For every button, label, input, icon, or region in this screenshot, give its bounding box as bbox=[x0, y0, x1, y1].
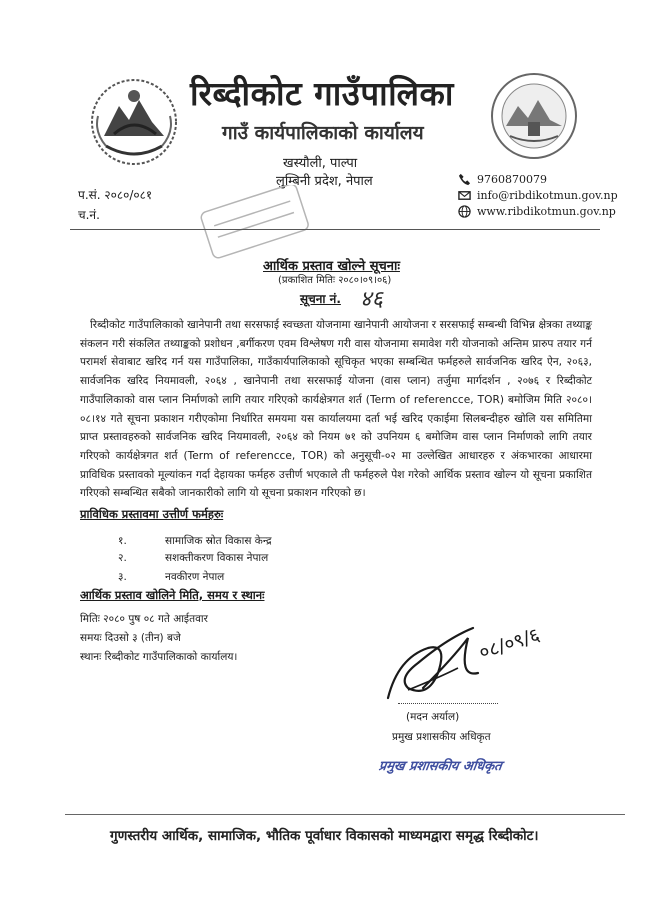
firm-number: २. bbox=[118, 552, 127, 564]
globe-icon bbox=[458, 205, 471, 218]
firm-name: सामाजिक स्रोत विकास केन्द्र bbox=[165, 535, 272, 547]
opening-place: स्थानः रिब्दीकोट गाउँपालिकाको कार्यालय। bbox=[80, 651, 238, 663]
registration-stamp-icon bbox=[195, 185, 315, 260]
notice-number-label: सूचना नं. bbox=[300, 292, 341, 306]
signatory-name: (मदन अर्याल) bbox=[406, 711, 460, 723]
footer-divider bbox=[65, 814, 625, 815]
signature-line bbox=[398, 703, 498, 704]
firm-name: सशक्तीकरण विकास नेपाल bbox=[165, 552, 269, 564]
email-address[interactable]: info@ribdikotmun.gov.np bbox=[477, 189, 618, 202]
website-link[interactable]: www.ribdikotmun.gov.np bbox=[477, 205, 616, 218]
contact-phone bbox=[458, 173, 547, 186]
signatory-title: प्रमुख प्रशासकीय अधिकृत bbox=[392, 731, 491, 743]
footer-slogan: गुणस्तरीय आर्थिक, सामाजिक, भौतिक पूर्वाधार विकासको माध्यमद्वारा समृद्ध रिब्दीकोट। bbox=[110, 828, 539, 844]
government-emblem-icon bbox=[84, 76, 184, 168]
phone-number: 9760870079 bbox=[477, 173, 547, 186]
handwritten-signature bbox=[378, 618, 568, 708]
address-line-1: खस्यौली, पाल्पा bbox=[283, 156, 358, 171]
firm-name: नवकीरण नेपाल bbox=[165, 571, 225, 583]
letter-number: प.सं. २०८०/०८१ bbox=[78, 188, 153, 202]
published-date: (प्रकाशित मितिः २०८०।०९।०६) bbox=[278, 275, 392, 286]
contact-website bbox=[458, 205, 616, 218]
header-divider bbox=[70, 229, 600, 230]
address-line-2: लुम्बिनी प्रदेश, नेपाल bbox=[276, 174, 373, 189]
organization-name: रिब्दीकोट गाउँपालिका bbox=[190, 74, 454, 113]
phone-icon bbox=[458, 173, 471, 186]
office-name: गाउँ कार्यपालिकाको कार्यालय bbox=[222, 122, 424, 144]
opening-schedule-heading: आर्थिक प्रस्ताव खोलिने मिति, समय र स्थानः bbox=[80, 588, 265, 602]
municipality-logo-icon bbox=[488, 70, 580, 162]
handwritten-date: ०८/०९/६ bbox=[476, 623, 543, 665]
notice-number-value: ४६ bbox=[360, 287, 383, 312]
notice-title: आर्थिक प्रस्ताव खोल्ने सूचनाः bbox=[263, 259, 400, 274]
qualified-firms-heading: प्राविधिक प्रस्तावमा उत्तीर्ण फर्महरुः bbox=[80, 507, 224, 521]
email-icon bbox=[458, 189, 471, 202]
dispatch-number: च.नं. bbox=[78, 208, 100, 222]
opening-time: समयः दिउसो ३ (तीन) बजे bbox=[80, 632, 181, 644]
notice-body: रिब्दीकोट गाउँपालिकाको खानेपानी तथा सरसफाई स्वच्छता योजनामा खानेपानी आयोजना र सरसफाई सम्बन्धी विभिन्न क्षेत्रका तथ्याङ्क संकलन गरी संकलित तथ्याङ्कको प्रशोधन ,बर्गीकरण एवम विश्लेषण गरी वास योजनामा समावेश गरी योजनाको अन्तिम प्रारुप तयार गर्न परामर्श सेवाबाट खरिद गर्न यस गाउँपालिका, गाउँकार्यपालिकाको सूचिकृत भएका सम्बन्धित फर्महरुले सार्वजनिक खरिद ऐन, २०६३, सार्वजनिक खरिद नियमावली, २०६४ , खानेपानी तथा सरसफाई योजना (वास प्लान) तर्जुमा मार्गदर्शन , २०७६ र रिब्दीकोट गाउँपालिकाको वास प्लान निर्माणको लागि तयार गरिएको कार्यक्षेत्रगत शर्त (Term of referencce, TOR) बमोजिम मिति २०८०।०८।१४ गते सूचना प्रकाशन गरीएकोमा निर्धारित समयमा यस कार्यालयमा दर्ता भई खरिद एकाईमा सिलबन्दीहरु खोलि यस समितिमा प्राप्त प्रस्तावहरुको सार्वजनिक खरिद नियमावली, २०६४ को नियम ७१ को उपनियम ६ बमोजिम वास प्लान निर्माणको लागि तयार गरिएको कार्यक्षेत्रगत शर्त (Term of referencce, TOR) को अनुसूची-०२ मा उल्लेखित आधारहरु र अंकभारका आधारमा प्राविधिक प्रस्तावको मूल्यांकन गर्दा देहायका फर्महरु उत्तीर्ण भएकाले ती फर्महरुले पेश गरेको आर्थिक प्रस्ताव खोल्न यो सूचना प्रकाशित गरिएको सम्बन्धित सबैको जानकारीको लागि यो सूचना प्रकाशन गरिएको छ। bbox=[80, 319, 592, 500]
contact-email bbox=[458, 189, 618, 202]
opening-date: मितिः २०८० पुष ०८ गते आईतवार bbox=[80, 613, 208, 625]
firm-number: १. bbox=[118, 535, 127, 547]
firm-number: ३. bbox=[118, 571, 127, 583]
official-stamp: प्रमुख प्रशासकीय अधिकृत bbox=[377, 759, 503, 774]
